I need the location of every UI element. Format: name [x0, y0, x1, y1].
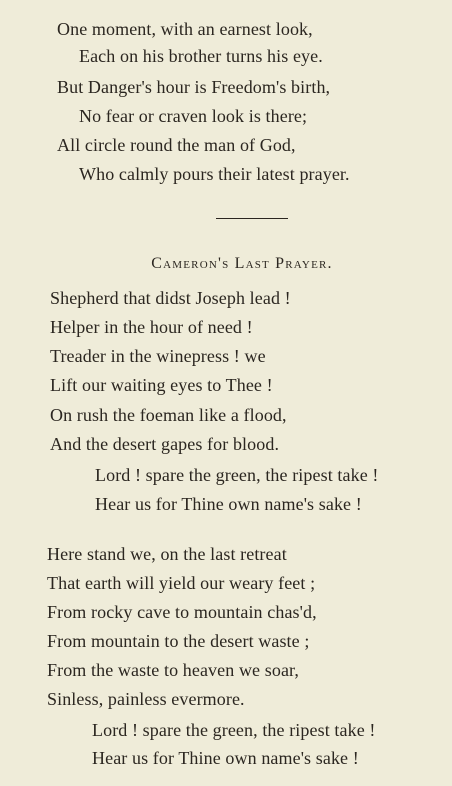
- refrain-line: Hear us for Thine own name's sake !: [95, 494, 362, 514]
- poem-line: Helper in the hour of need !: [50, 317, 253, 337]
- poem-line: Lift our waiting eyes to Thee !: [50, 375, 273, 395]
- refrain-line: Lord ! spare the green, the ripest take !: [92, 720, 376, 740]
- refrain-line: Lord ! spare the green, the ripest take !: [95, 465, 379, 485]
- refrain-line: Hear us for Thine own name's sake !: [92, 748, 359, 768]
- poem-line: Here stand we, on the last retreat: [47, 544, 287, 564]
- poem-line: All circle round the man of God,: [57, 135, 296, 155]
- poem-line: On rush the foeman like a flood,: [50, 405, 287, 425]
- poem-line: That earth will yield our weary feet ;: [47, 573, 316, 593]
- poem-title: Cameron's Last Prayer.: [151, 255, 333, 272]
- poem-line: Sinless, painless evermore.: [47, 689, 245, 709]
- poem-line: Each on his brother turns his eye.: [79, 46, 323, 66]
- poem-line: From mountain to the desert waste ;: [47, 631, 310, 651]
- poem-line: From rocky cave to mountain chas'd,: [47, 602, 317, 622]
- poem-line: But Danger's hour is Freedom's birth,: [57, 77, 331, 97]
- poem-line: Who calmly pours their latest prayer.: [79, 164, 350, 184]
- poem-line: From the waste to heaven we soar,: [47, 660, 300, 680]
- poem-line: Treader in the winepress ! we: [50, 346, 266, 366]
- poem-line: One moment, with an earnest look,: [57, 19, 313, 39]
- poem-line: Shepherd that didst Joseph lead !: [50, 288, 291, 308]
- poem-line: No fear or craven look is there;: [79, 106, 308, 126]
- poem-line: And the desert gapes for blood.: [50, 434, 280, 454]
- section-divider: [216, 218, 288, 219]
